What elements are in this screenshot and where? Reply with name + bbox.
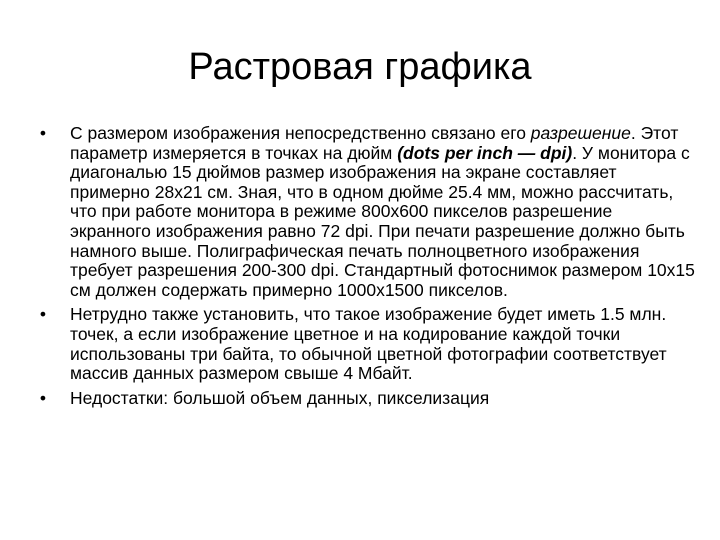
bullet-1-term-dpi: (dots per inch — dpi) [397,142,573,163]
bullet-icon: • [39,304,47,325]
bullet-item-3 [36,389,696,409]
bullet-2-text: Нетрудно также установить, что такое изображение будет иметь 1.5 млн. точек, а если изображение цветное и на кодирование каждой точки использованы три байта, то обычной цветной фотографии соответствует массив данных размером свыше 4 Мбайт. [70,304,667,384]
bullet-3-text: Недостатки: большой объем данных, пикселизация [70,387,490,408]
bullet-item-2 [36,305,696,383]
bullet-icon: • [39,123,47,143]
bullet-1-text-2: . Этот параметр измеряется в точках на дюйм [70,123,679,163]
bullet-item-1 [36,124,696,300]
bullet-1-text-3: . У монитора с диагональю 15 дюймов размер изображения на экране составляет примерно 28x21 см. Зная, что в одном дюйме 25.4 мм, можно рассчитать, что при работе монитора в режиме 800x600 пикселов разрешение экранного изображения равно 72 dpi. При печати разрешение должно быть намного выше. Полиграфическая печать полноцветного изображения требует разрешения 200-300 dpi. Стандартный фотоснимок размером 10x15 см должен содержать примерно 1000x1500 пикселов. [70,142,695,300]
slide-title: Растровая графика [188,46,532,88]
bullet-1-term-resolution: разрешение [530,123,631,143]
bullet-icon: • [39,387,47,408]
bullet-1-text-1: С размером изображения непосредственно связано его [70,123,531,143]
bullet-list [36,124,696,413]
